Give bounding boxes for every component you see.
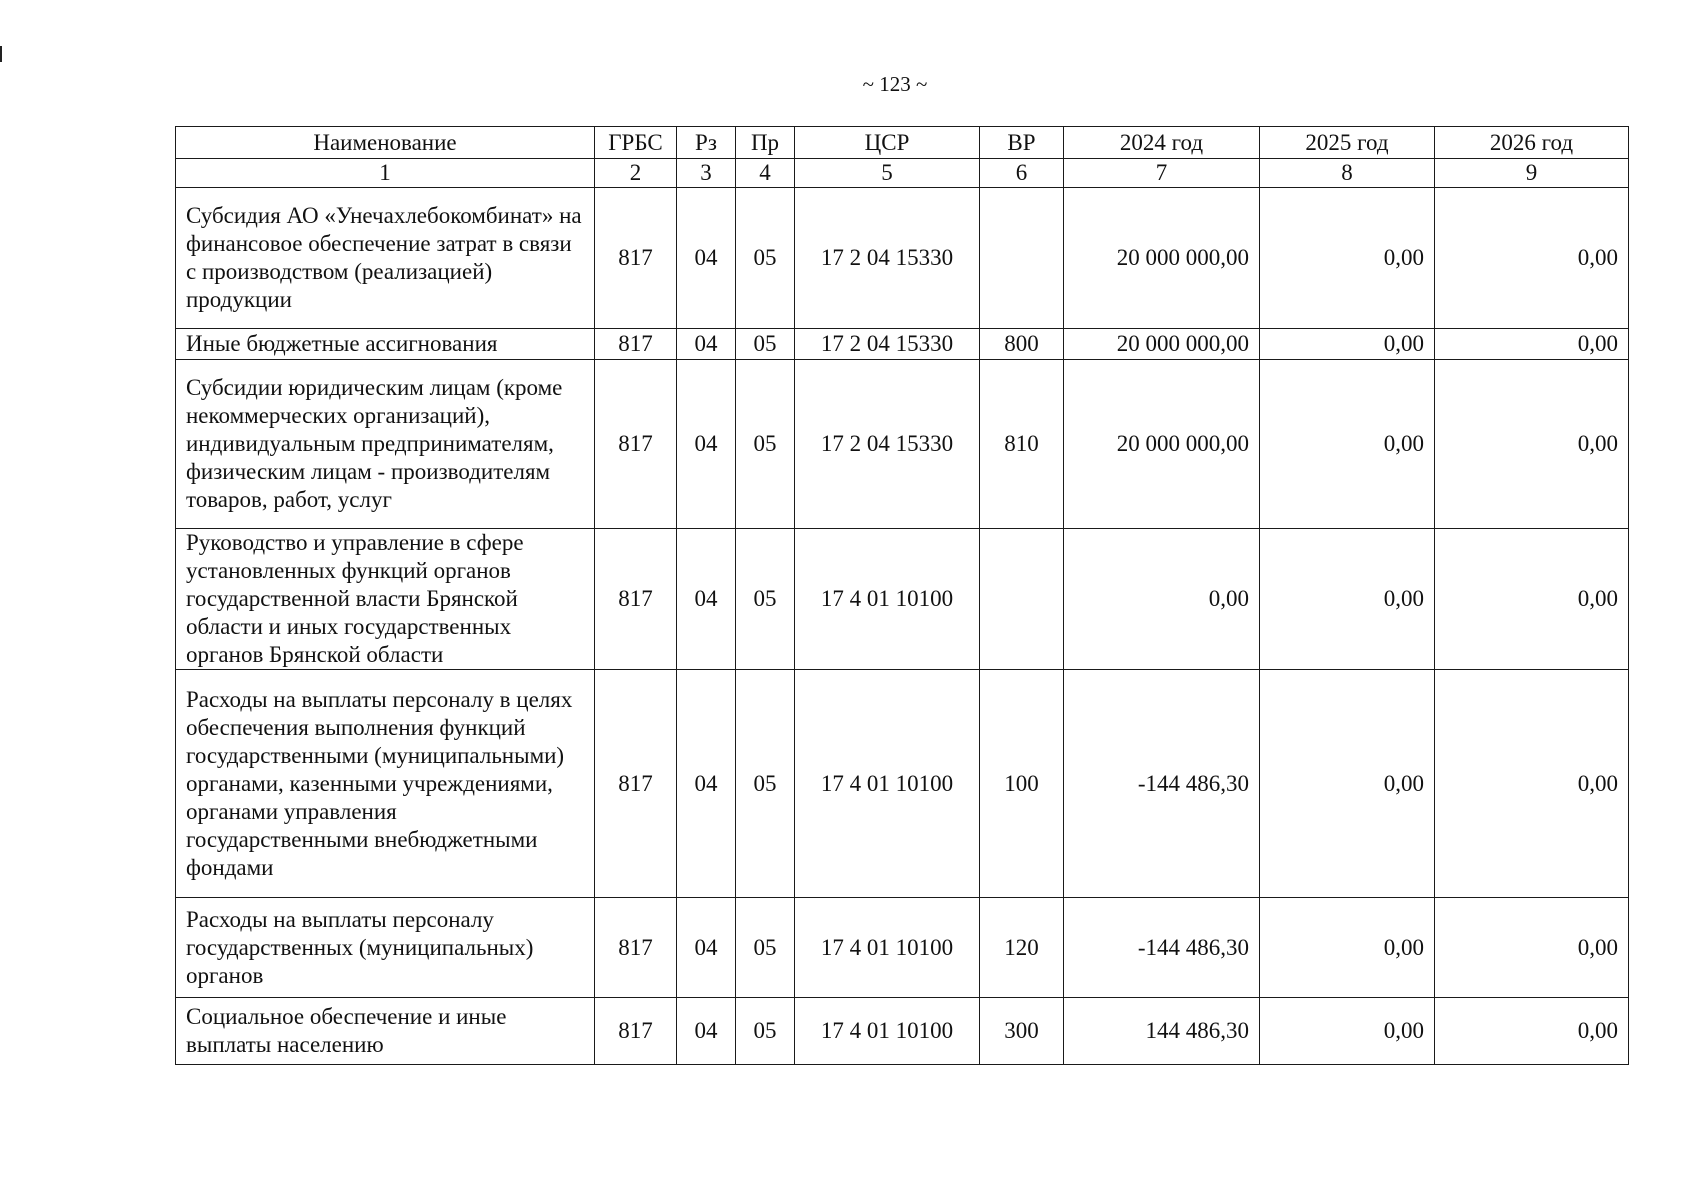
row-amount-2026: 0,00 [1435, 188, 1629, 329]
row-amount-2024: -144 486,30 [1064, 898, 1260, 998]
row-pr: 05 [736, 329, 795, 360]
column-number: 6 [980, 159, 1064, 188]
row-vr: 800 [980, 329, 1064, 360]
row-vr: 300 [980, 998, 1064, 1065]
row-amount-2025: 0,00 [1260, 360, 1435, 529]
row-amount-2024: 20 000 000,00 [1064, 329, 1260, 360]
row-grbs: 817 [595, 360, 677, 529]
row-pr: 05 [736, 188, 795, 329]
row-amount-2025: 0,00 [1260, 998, 1435, 1065]
row-csr: 17 2 04 15330 [795, 188, 980, 329]
row-amount-2026: 0,00 [1435, 898, 1629, 998]
row-name: Субсидии юридическим лицам (кроме некоммерческих организаций), индивидуальным предпринимателям, физическим лицам - производителям товаров, работ, услуг [176, 360, 595, 529]
row-csr: 17 2 04 15330 [795, 329, 980, 360]
table-row [176, 329, 1629, 360]
table-row [176, 360, 1629, 529]
row-amount-2026: 0,00 [1435, 329, 1629, 360]
row-pr: 05 [736, 898, 795, 998]
column-number: 5 [795, 159, 980, 188]
row-amount-2025: 0,00 [1260, 670, 1435, 898]
row-csr: 17 4 01 10100 [795, 529, 980, 670]
header-2024: 2024 год [1064, 127, 1260, 159]
row-vr [980, 529, 1064, 670]
page-number: ~ 123 ~ [862, 72, 928, 96]
column-number: 1 [176, 159, 595, 188]
row-pr: 05 [736, 998, 795, 1065]
column-number: 3 [677, 159, 736, 188]
row-amount-2025: 0,00 [1260, 188, 1435, 329]
header-csr: ЦСР [795, 127, 980, 159]
header-2025: 2025 год [1260, 127, 1435, 159]
scan-edge-mark [0, 46, 2, 62]
row-amount-2026: 0,00 [1435, 998, 1629, 1065]
row-rz: 04 [677, 329, 736, 360]
row-pr: 05 [736, 529, 795, 670]
row-name: Расходы на выплаты персоналу в целях обеспечения выполнения функций государственными (муниципальными) органами, казенными учреждениями, органами управления государственными внебюджетными фондами [176, 670, 595, 898]
row-amount-2025: 0,00 [1260, 898, 1435, 998]
row-name: Субсидия АО «Унечахлебокомбинат» на финансовое обеспечение затрат в связи с производством (реализацией) продукции [176, 188, 595, 329]
row-amount-2026: 0,00 [1435, 670, 1629, 898]
row-amount-2024: 20 000 000,00 [1064, 360, 1260, 529]
row-pr: 05 [736, 670, 795, 898]
row-amount-2024: 0,00 [1064, 529, 1260, 670]
header-2026: 2026 год [1435, 127, 1629, 159]
row-name: Иные бюджетные ассигнования [176, 329, 595, 360]
header-vr: ВР [980, 127, 1064, 159]
table-row [176, 188, 1629, 329]
row-amount-2025: 0,00 [1260, 329, 1435, 360]
row-csr: 17 2 04 15330 [795, 360, 980, 529]
row-amount-2024: -144 486,30 [1064, 670, 1260, 898]
row-grbs: 817 [595, 188, 677, 329]
row-name: Расходы на выплаты персоналу государственных (муниципальных) органов [176, 898, 595, 998]
row-amount-2026: 0,00 [1435, 360, 1629, 529]
column-number: 7 [1064, 159, 1260, 188]
header-row [176, 127, 1629, 159]
header-name: Наименование [176, 127, 595, 159]
row-vr: 120 [980, 898, 1064, 998]
row-grbs: 817 [595, 898, 677, 998]
row-name: Руководство и управление в сфере установленных функций органов государственной власти Брянской области и иных государственных органов Брянской области [176, 529, 595, 670]
row-vr: 810 [980, 360, 1064, 529]
row-grbs: 817 [595, 670, 677, 898]
column-number: 4 [736, 159, 795, 188]
row-rz: 04 [677, 188, 736, 329]
header-grbs: ГРБС [595, 127, 677, 159]
table-row [176, 670, 1629, 898]
row-vr: 100 [980, 670, 1064, 898]
row-amount-2026: 0,00 [1435, 529, 1629, 670]
header-rz: Рз [677, 127, 736, 159]
row-vr [980, 188, 1064, 329]
table-row [176, 998, 1629, 1065]
row-name: Социальное обеспечение и иные выплаты населению [176, 998, 595, 1065]
row-amount-2024: 144 486,30 [1064, 998, 1260, 1065]
column-number: 2 [595, 159, 677, 188]
row-grbs: 817 [595, 998, 677, 1065]
column-number: 8 [1260, 159, 1435, 188]
row-rz: 04 [677, 360, 736, 529]
row-amount-2025: 0,00 [1260, 529, 1435, 670]
row-csr: 17 4 01 10100 [795, 670, 980, 898]
row-rz: 04 [677, 998, 736, 1065]
column-number-row [176, 159, 1629, 188]
row-pr: 05 [736, 360, 795, 529]
row-rz: 04 [677, 529, 736, 670]
header-pr: Пр [736, 127, 795, 159]
row-csr: 17 4 01 10100 [795, 998, 980, 1065]
table-row [176, 898, 1629, 998]
table-row [176, 529, 1629, 670]
budget-table [175, 126, 1629, 1065]
row-rz: 04 [677, 898, 736, 998]
row-grbs: 817 [595, 529, 677, 670]
column-number: 9 [1435, 159, 1629, 188]
row-grbs: 817 [595, 329, 677, 360]
row-rz: 04 [677, 670, 736, 898]
row-amount-2024: 20 000 000,00 [1064, 188, 1260, 329]
row-csr: 17 4 01 10100 [795, 898, 980, 998]
